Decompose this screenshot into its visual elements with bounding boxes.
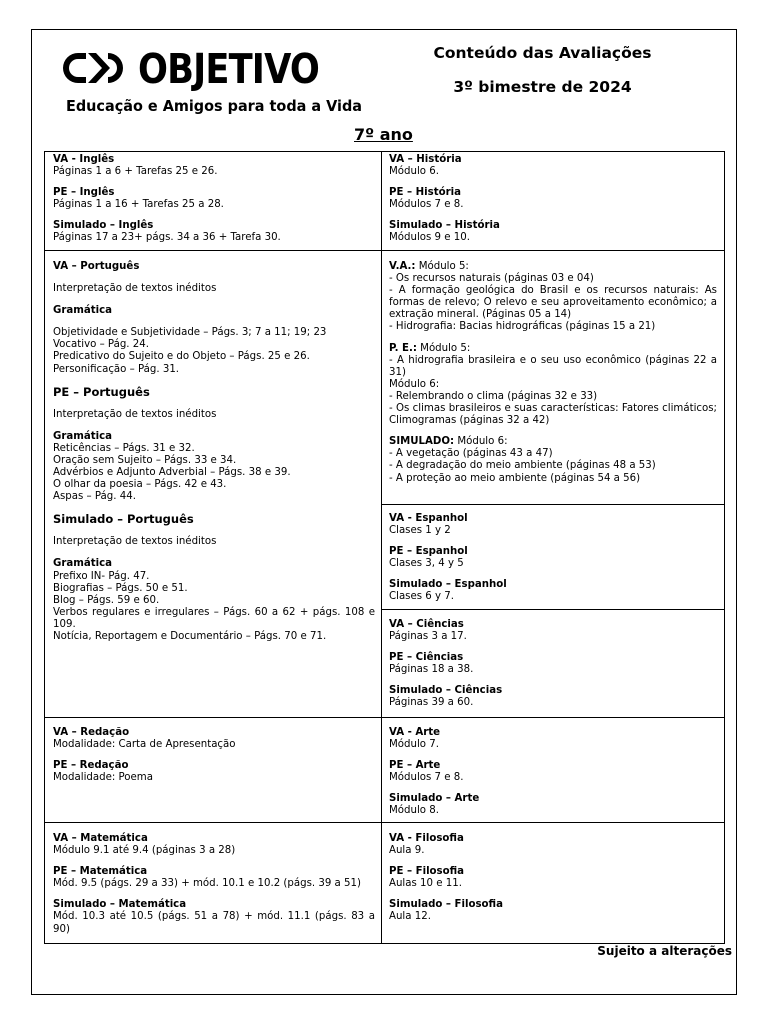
portugues-pe-title: PE – Português bbox=[53, 384, 150, 399]
espanhol-cell bbox=[389, 513, 717, 604]
list-item: Prefixo IN- Pág. 47. bbox=[53, 570, 150, 582]
content-table bbox=[44, 151, 725, 944]
ciencias-pe-title: PE – Ciências bbox=[389, 652, 464, 664]
list-item: Objetividade e Subjetividade – Págs. 3; 7 a 11; 19; 23 bbox=[53, 327, 327, 339]
list-item: Aspas – Pág. 44. bbox=[53, 491, 136, 503]
list-item: Predicativo do Sujeito e do Objeto – Págs. 25 e 26. bbox=[53, 351, 310, 363]
ingles-va-text: Páginas 1 a 6 + Tarefas 25 e 26. bbox=[53, 166, 218, 178]
historia-pe-title: PE – História bbox=[389, 187, 461, 199]
list-item: - Relembrando o clima (páginas 32 e 33) bbox=[389, 390, 598, 402]
arte-sim-title: Simulado – Arte bbox=[389, 793, 480, 805]
list-item: Vocativo – Pág. 24. bbox=[53, 339, 149, 351]
list-item: - A hidrografia brasileira e o seu uso econômico (páginas 22 a 31) bbox=[389, 354, 717, 378]
list-item: - Os climas brasileiros e suas características: Fatores climáticos; Climogramas (páginas 32 a 42) bbox=[389, 403, 717, 427]
geografia-va-label: V.A.: bbox=[389, 261, 416, 272]
redacao-va-title: VA – Redação bbox=[53, 727, 130, 738]
logo-tagline: Educação e Amigos para toda a Vida bbox=[66, 97, 363, 115]
ciencias-va-text: Páginas 3 a 17. bbox=[389, 631, 467, 643]
row-divider bbox=[381, 609, 724, 610]
matematica-sim-title: Simulado – Matemática bbox=[53, 899, 187, 911]
arte-pe-title: PE – Arte bbox=[389, 760, 441, 772]
logo-wordmark: OBJETIVO bbox=[138, 45, 319, 93]
list-item: - A vegetação (páginas 43 a 47) bbox=[389, 448, 553, 460]
matematica-va-title: VA – Matemática bbox=[53, 833, 148, 844]
arte-sim-text: Módulo 8. bbox=[389, 805, 439, 817]
filosofia-pe-title: PE – Filosofia bbox=[389, 866, 465, 878]
footer-note: Sujeito a alterações bbox=[597, 944, 732, 958]
historia-va-text: Módulo 6. bbox=[389, 166, 439, 178]
geografia-pe-heading bbox=[389, 343, 717, 355]
list-item: - A formação geológica do Brasil e os recursos naturais: As formas de relevo; O relevo e seu aproveitamento econômico; a extração mineral. (Páginas 05 a 14) bbox=[389, 285, 717, 321]
list-item: Verbos regulares e irregulares – Págs. 60 a 62 + págs. 108 e 109. bbox=[53, 606, 375, 630]
list-item: Módulo 6: bbox=[389, 378, 440, 390]
portugues-sim-gram: Gramática bbox=[53, 558, 113, 570]
filosofia-cell bbox=[389, 833, 717, 924]
row-divider bbox=[381, 504, 724, 505]
ingles-sim-title: Simulado – Inglês bbox=[53, 220, 154, 232]
ciencias-cell bbox=[389, 619, 717, 710]
list-item: - A proteção ao meio ambiente (páginas 54 a 56) bbox=[389, 472, 641, 484]
ciencias-va-title: VA – Ciências bbox=[389, 619, 464, 630]
filosofia-sim-text: Aula 12. bbox=[389, 911, 431, 923]
ingles-pe-text: Páginas 1 a 16 + Tarefas 25 a 28. bbox=[53, 199, 224, 211]
table-column-divider bbox=[381, 151, 382, 944]
historia-sim-title: Simulado – História bbox=[389, 220, 500, 232]
list-item: Notícia, Reportagem e Documentário – Págs. 70 e 71. bbox=[53, 630, 327, 642]
portugues-pe-gram: Gramática bbox=[53, 430, 113, 442]
redacao-cell bbox=[53, 727, 375, 784]
portugues-va-title: VA – Português bbox=[53, 261, 140, 272]
list-item: O olhar da poesia – Págs. 42 e 43. bbox=[53, 479, 227, 491]
list-item: Blog – Págs. 59 e 60. bbox=[53, 594, 160, 606]
document-subtitle: 3º bimestre de 2024 bbox=[453, 78, 632, 96]
filosofia-pe-text: Aulas 10 e 11. bbox=[389, 878, 462, 890]
geografia-cell bbox=[389, 261, 717, 485]
redacao-pe-title: PE – Redação bbox=[53, 760, 129, 772]
row-divider bbox=[45, 250, 724, 251]
matematica-va-text: Módulo 9.1 até 9.4 (páginas 3 a 28) bbox=[53, 845, 236, 857]
matematica-pe-text: Mód. 9.5 (págs. 29 a 33) + mód. 10.1 e 10.2 (págs. 39 a 51) bbox=[53, 878, 361, 890]
list-item: Biografias – Págs. 50 e 51. bbox=[53, 582, 188, 594]
geografia-sim-label: SIMULADO: bbox=[389, 436, 455, 448]
row-divider bbox=[45, 717, 724, 718]
geografia-sim-module: Módulo 6: bbox=[454, 436, 508, 448]
filosofia-va-text: Aula 9. bbox=[389, 845, 425, 857]
ingles-va-title: VA - Inglês bbox=[53, 154, 115, 165]
list-item: - A degradação do meio ambiente (páginas 48 a 53) bbox=[389, 460, 656, 472]
objetivo-logo bbox=[58, 44, 363, 124]
geografia-va-module: Módulo 5: bbox=[415, 261, 469, 272]
matematica-pe-title: PE – Matemática bbox=[53, 866, 148, 878]
redacao-va-text: Modalidade: Carta de Apresentação bbox=[53, 739, 236, 751]
espanhol-pe-text: Clases 3, 4 y 5 bbox=[389, 558, 464, 570]
ingles-pe-title: PE – Inglês bbox=[53, 187, 115, 199]
redacao-pe-text: Modalidade: Poema bbox=[53, 772, 153, 784]
matematica-sim-text: Mód. 10.3 até 10.5 (págs. 51 a 78) + mód. 11.1 (págs. 83 a 90) bbox=[53, 911, 375, 935]
ciencias-sim-text: Páginas 39 a 60. bbox=[389, 697, 474, 709]
list-item: Personificação – Pág. 31. bbox=[53, 363, 180, 375]
filosofia-va-title: VA - Filosofia bbox=[389, 833, 464, 844]
ingles-sim-text: Páginas 17 a 23+ págs. 34 a 36 + Tarefa 30. bbox=[53, 232, 281, 244]
table-top-border bbox=[45, 151, 724, 152]
ciencias-pe-text: Páginas 18 a 38. bbox=[389, 664, 474, 676]
matematica-cell bbox=[53, 833, 375, 936]
portugues-cell bbox=[53, 261, 375, 643]
list-item: - Hidrografia: Bacias hidrográficas (páginas 15 a 21) bbox=[389, 321, 656, 333]
arte-cell bbox=[389, 727, 717, 818]
grade-heading: 7º ano bbox=[354, 125, 413, 144]
espanhol-va-text: Clases 1 y 2 bbox=[389, 525, 451, 537]
portugues-pe-interp: Interpretação de textos inéditos bbox=[53, 408, 217, 420]
portugues-va-gram: Gramática bbox=[53, 305, 113, 317]
list-item: Advérbios e Adjunto Adverbial – Págs. 38 e 39. bbox=[53, 467, 291, 479]
geografia-va-heading bbox=[389, 261, 717, 273]
ingles-cell bbox=[53, 154, 375, 245]
list-item: - Os recursos naturais (páginas 03 e 04) bbox=[389, 273, 594, 285]
list-item: Oração sem Sujeito – Págs. 33 e 34. bbox=[53, 454, 237, 466]
geografia-pe-label: P. E.: bbox=[389, 342, 417, 354]
arte-va-title: VA - Arte bbox=[389, 727, 441, 738]
arte-pe-text: Módulos 7 e 8. bbox=[389, 772, 464, 784]
ciencias-sim-title: Simulado – Ciências bbox=[389, 685, 503, 697]
geografia-pe-module: Módulo 5: bbox=[416, 342, 471, 354]
espanhol-sim-text: Clases 6 y 7. bbox=[389, 591, 455, 603]
geografia-sim-heading bbox=[389, 436, 717, 448]
espanhol-sim-title: Simulado – Espanhol bbox=[389, 579, 507, 591]
historia-cell bbox=[389, 154, 717, 245]
portugues-va-interp: Interpretação de textos inéditos bbox=[53, 283, 217, 295]
document-title: Conteúdo das Avaliações bbox=[433, 44, 652, 62]
portugues-sim-interp: Interpretação de textos inéditos bbox=[53, 536, 217, 548]
logo-mark-icon bbox=[58, 49, 128, 87]
historia-va-title: VA – História bbox=[389, 154, 462, 165]
historia-sim-text: Módulos 9 e 10. bbox=[389, 232, 470, 244]
espanhol-pe-title: PE – Espanhol bbox=[389, 546, 468, 558]
arte-va-text: Módulo 7. bbox=[389, 739, 439, 751]
row-divider bbox=[45, 822, 724, 823]
historia-pe-text: Módulos 7 e 8. bbox=[389, 199, 464, 211]
espanhol-va-title: VA - Espanhol bbox=[389, 513, 468, 524]
filosofia-sim-title: Simulado – Filosofia bbox=[389, 899, 503, 911]
portugues-sim-title: Simulado – Português bbox=[53, 512, 194, 527]
list-item: Reticências – Págs. 31 e 32. bbox=[53, 442, 195, 454]
